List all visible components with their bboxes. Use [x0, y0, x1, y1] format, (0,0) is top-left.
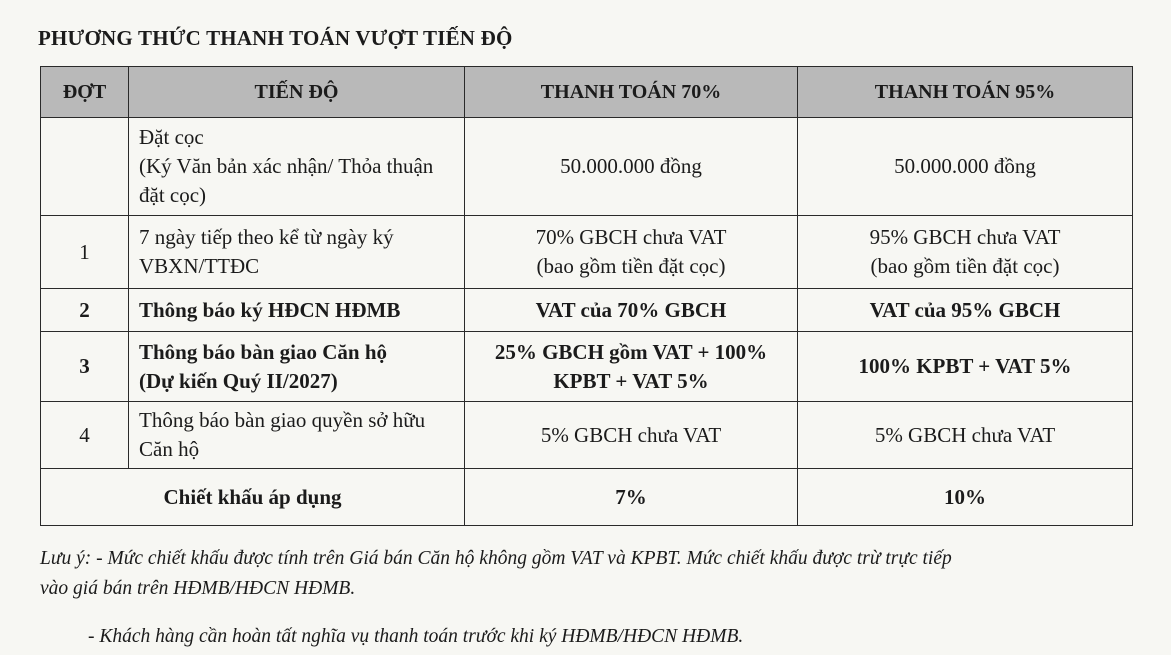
stage-cell: 3 [41, 332, 129, 402]
progress-line: đặt cọc) [139, 183, 207, 207]
note-line-1: Lưu ý: - Mức chiết khấu được tính trên Giá bán Căn hộ không gồm VAT và KPBT. Mức chiết khấu được trừ trực tiếp [40, 548, 952, 569]
value-line: VAT của 95% GBCH [869, 297, 1061, 322]
value-line: (bao gồm tiền đặt cọc) [870, 254, 1060, 278]
pay-70-cell [465, 216, 798, 289]
pay-95-cell [798, 332, 1133, 402]
table-row [41, 216, 1133, 289]
value-line: 100% KPBT + VAT 5% [858, 354, 1072, 378]
value-line: 70% GBCH chưa VAT [535, 225, 727, 249]
value-line: 5% GBCH chưa VAT [874, 422, 1056, 447]
progress-line: Căn hộ [139, 437, 200, 461]
progress-cell [129, 216, 465, 289]
progress-cell [129, 118, 465, 216]
pay-95-cell [798, 402, 1133, 469]
value-line: 50.000.000 đồng [894, 154, 1036, 178]
progress-line: Đặt cọc [139, 125, 204, 149]
pay-70-cell [465, 332, 798, 402]
header-pay-70: THANH TOÁN 70% [465, 67, 798, 118]
table-row [41, 402, 1133, 469]
note-line-2: - Khách hàng cần hoàn tất nghĩa vụ thanh toán trước khi ký HĐMB/HĐCN HĐMB. [88, 626, 744, 647]
table-header-row [41, 67, 1133, 118]
discount-70: 7% [465, 469, 798, 526]
table-row [41, 289, 1133, 332]
progress-cell [129, 289, 465, 332]
value-line: 50.000.000 đồng [560, 154, 702, 178]
discount-label: Chiết khấu áp dụng [41, 469, 465, 526]
progress-line: (Dự kiến Quý II/2027) [139, 368, 338, 393]
progress-line: Thông báo ký HĐCN HĐMB [139, 297, 401, 322]
progress-line: Thông báo bàn giao Căn hộ [139, 339, 388, 364]
pay-95-cell [798, 289, 1133, 332]
stage-cell: 4 [41, 402, 129, 469]
value-line: KPBT + VAT 5% [553, 368, 709, 393]
note-line-1-continued: vào giá bán trên HĐMB/HĐCN HĐMB. [40, 578, 356, 599]
progress-line: 7 ngày tiếp theo kể từ ngày ký [139, 225, 394, 249]
header-pay-95: THANH TOÁN 95% [798, 67, 1133, 118]
progress-cell [129, 402, 465, 469]
progress-line: (Ký Văn bản xác nhận/ Thỏa thuận [139, 154, 434, 178]
value-line: 5% GBCH chưa VAT [540, 422, 722, 447]
progress-cell [129, 332, 465, 402]
discount-95: 10% [798, 469, 1133, 526]
value-line: VAT của 70% GBCH [535, 297, 727, 322]
stage-cell: 2 [41, 289, 129, 332]
header-stage: ĐỢT [41, 67, 129, 118]
header-progress: TIẾN ĐỘ [129, 67, 465, 118]
progress-line: VBXN/TTĐC [139, 254, 260, 278]
payment-schedule-table [40, 66, 1133, 526]
progress-line: Thông báo bàn giao quyền sở hữu [139, 408, 426, 432]
table-row [41, 332, 1133, 402]
value-line: 25% GBCH gồm VAT + 100% [494, 339, 768, 364]
notes-section [40, 544, 1140, 652]
pay-95-cell [798, 216, 1133, 289]
pay-70-cell [465, 402, 798, 469]
stage-cell [41, 118, 129, 216]
value-line: (bao gồm tiền đặt cọc) [536, 254, 726, 278]
pay-95-cell [798, 118, 1133, 216]
stage-cell: 1 [41, 216, 129, 289]
pay-70-cell [465, 289, 798, 332]
pay-70-cell [465, 118, 798, 216]
table-row [41, 118, 1133, 216]
document-title: PHƯƠNG THỨC THANH TOÁN VƯỢT TIẾN ĐỘ [38, 26, 513, 50]
value-line: 95% GBCH chưa VAT [869, 225, 1061, 249]
discount-row [41, 469, 1133, 526]
